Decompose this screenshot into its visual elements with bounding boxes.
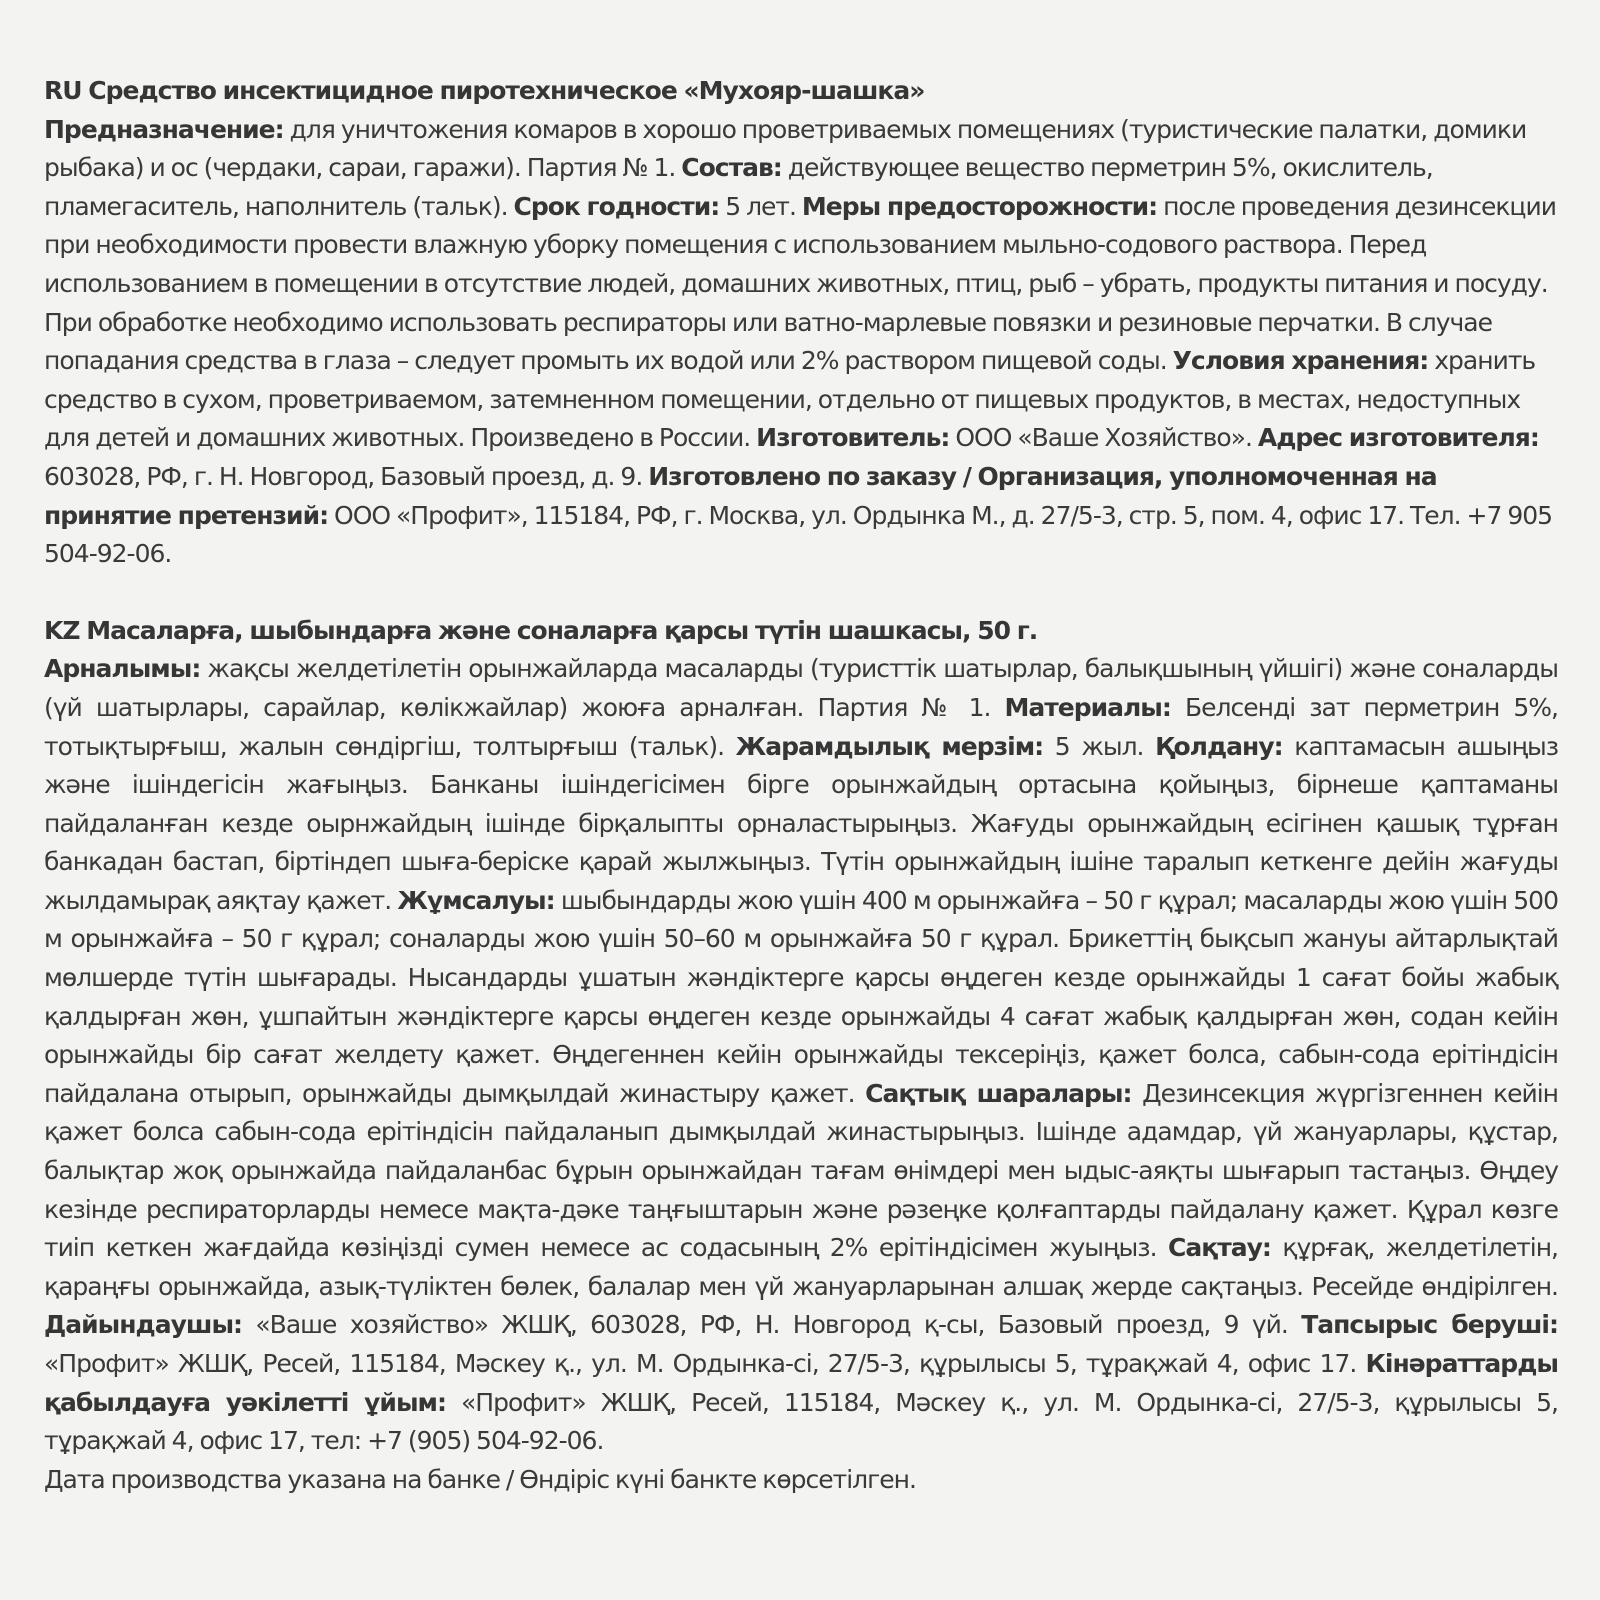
ru-purpose-text: для уничтожения комаров в хорошо проветриваемых помещениях (туристические палатки, домики рыбака) и ос (чердаки, сараи, гаражи). Партия № 1. bbox=[44, 114, 1527, 183]
kz-precautions-label: Сақтық шаралары: bbox=[865, 1078, 1132, 1108]
kz-usage-text: каптамасын ашыңыз және ішіндегісін жағыңыз. Банканы ішіндегісімен бірге орынжайдың ортасына қойыңыз, бірнеше қаптаманы пайдаланған кезде оырнжайдың ішінде бірқалыпты орналастырыңыз. Жағуды орынжайдың есігінен қашық тұрған банкадан бастап, біртіндеп шыға-беріске қарай жылжыңыз. Түтін орынжайдың ішіне таралып кеткенге дейін жағуды жылдамырақ аяқтау қажет. bbox=[44, 731, 1558, 915]
ru-shelf-life-label: Срок годности: bbox=[513, 191, 720, 221]
kz-customer-label: Тапсырыс беруші: bbox=[1301, 1310, 1559, 1340]
ru-storage-text: хранить средство в сухом, проветриваемом, затемненном помещении, отдельно от пищевых продуктов, в местах, недоступных для детей и домашних животных. Произведено в России. bbox=[44, 346, 1536, 453]
ru-title: RU Средство инсектицидное пиротехническое «Мухояр-шашка» bbox=[44, 76, 925, 105]
ru-manufacturer-label: Изготовитель: bbox=[756, 423, 950, 453]
kz-storage-text: құрғақ, желдетілетін, қараңғы орынжайда, азық-түліктен бөлек, балалар мен үй жануарларынан алшақ жерде сақтаңыз. Ресейде өндірілген. bbox=[44, 1233, 1558, 1301]
kz-purpose-label: Арналымы: bbox=[44, 654, 201, 684]
ru-purpose-label: Предназначение: bbox=[44, 114, 284, 144]
kz-claims-org-text: «Профит» ЖШҚ, Ресей, 115184, Мәскеу қ., ул. М. Ордынка-сі, 27/5-3, құрылысы 5, тұрақжай 4, офис 17, тел: +7 (905) 504-92-06. bbox=[44, 1387, 1558, 1456]
kz-paragraph bbox=[44, 650, 1558, 1460]
ru-composition-label: Состав: bbox=[681, 153, 782, 183]
ru-composition-text: действующее вещество перметрин 5%, окислитель, пламегаситель, наполнитель (тальк). bbox=[44, 153, 1433, 221]
kz-materials-label: Материалы: bbox=[1004, 692, 1171, 722]
kz-shelf-life-label: Жарамдылық мерзім: bbox=[735, 731, 1044, 761]
ru-manufacturer-text: ООО «Ваше Хозяйство». bbox=[949, 423, 1258, 453]
ru-ordered-by-label: Изготовлено по заказу / Организация, уполномоченная на принятие претензий: bbox=[44, 461, 1437, 530]
kz-consumption-label: Жұмсалуы: bbox=[397, 885, 555, 915]
ru-storage-label: Условия хранения: bbox=[1172, 346, 1429, 376]
ru-paragraph bbox=[44, 111, 1558, 574]
kz-title: KZ Масаларға, шыбындарға және соналарға қарсы түтін шашкасы, 50 г. bbox=[44, 615, 1038, 645]
kz-shelf-life-text: 5 жыл. bbox=[1043, 731, 1156, 761]
ru-precautions-text: после проведения дезинсекции при необходимости провести влажную уборку помещения с использованием мыльно-содового раствора. Перед использованием в помещении в отсутствие людей, домашних животных, птиц, рыб – убрать, продукты питания и посуду. При обработке необходимо использовать респираторы или ватно-марлевые повязки и резиновые перчатки. В случае попадания средства в глаза – следует промыть их водой или 2% раствором пищевой соды. bbox=[44, 191, 1556, 376]
ru-ordered-by-text: ООО «Профит», 115184, РФ, г. Москва, ул. Ордынка М., д. 27/5-3, стр. 5, пом. 4, офис 17. Тел. +7 905 504-92-06. bbox=[44, 500, 1553, 569]
ru-precautions-label: Меры предосторожности: bbox=[801, 191, 1158, 221]
production-date-note: Дата производства указана на банке / Өндіріс күні банкте көрсетілген. bbox=[44, 1464, 916, 1494]
kz-materials-text: Белсенді зат перметрин 5%, тотықтырғыш, жалын сөндіргіш, толтырғыш (тальк). bbox=[44, 692, 1558, 761]
kz-consumption-text: шыбындарды жою үшін 400 м орынжайға – 50 г құрал; масаларды жою үшін 500 м орынжайға – 50 г құрал; соналарды жою үшін 50–60 м орынжайға 50 г құрал. Брикеттің бықсып жануы айтарлықтай мөлшерде түтін шығарады. Нысандарды ұшатын жәндіктерге қарсы өңдеген кезде орынжайды 1 сағат бойы жабық қалдырған жөн, ұшпайтын жәндіктерге қарсы өңдеген кезде орынжайды 4 сағат жабық қалдырған жөн, содан кейін орынжайды бір сағат желдету қажет. Өңдегеннен кейін орынжайды тексеріңіз, қажет болса, сабын-сода ерітіндісін пайдалана отырып, орынжайды дымқылдай жинастыру қажет. bbox=[44, 885, 1558, 1108]
kz-manufacturer-label: Дайындаушы: bbox=[44, 1310, 243, 1340]
ru-section bbox=[44, 72, 1558, 574]
kz-purpose-text: жақсы желдетілетін орынжайларда масаларды (туристтік шатырлар, балықшының үйшігі) және соналарды (үй шатырлары, сарайлар, көлікжайлар) жоюға арналған. Партия № 1. bbox=[44, 654, 1558, 722]
kz-usage-label: Қолдану: bbox=[1155, 731, 1283, 761]
kz-manufacturer-text: «Ваше хозяйство» ЖШҚ, 603028, РФ, Н. Новгород қ-сы, Базовый проезд, 9 үй. bbox=[242, 1310, 1302, 1340]
kz-claims-org-label: Кінәраттарды қабылдауға уәкілетті ұйым: bbox=[44, 1349, 1558, 1417]
kz-storage-label: Сақтау: bbox=[1168, 1233, 1271, 1263]
kz-customer-text: «Профит» ЖШҚ, Ресей, 115184, Мәскеу қ., ул. М. Ордынка-сі, 27/5-3, құрылысы 5, тұрақжай 4, офис 17. bbox=[44, 1349, 1366, 1378]
kz-section bbox=[44, 612, 1558, 1500]
ru-shelf-life-text: 5 лет. bbox=[719, 191, 802, 221]
ru-manufacturer-address-text: 603028, РФ, г. Н. Новгород, Базовый проезд, д. 9. bbox=[44, 461, 649, 491]
ru-manufacturer-address-label: Адрес изготовителя: bbox=[1257, 423, 1539, 453]
kz-precautions-text: Дезинсекция жүргізгеннен кейін қажет болса сабын-сода ерітіндісін пайдаланып дымқылдай жинастырыңыз. Ішінде адамдар, үй жануарлары, құстар, балықтар жоқ орынжайда пайдаланбас бұрын орынжайдан тағам өнімдері мен ыдыс-аяқты шығарып тастаңыз. Өңдеу кезінде респираторларды немесе мақта-дәке таңғыштарын және рәзеңке қолғаптарды пайдалану қажет. Құрал көзге тиіп кеткен жағдайда көзіңізді сумен немесе ас содасының 2% ерітіндісімен жуыңыз. bbox=[44, 1078, 1558, 1263]
